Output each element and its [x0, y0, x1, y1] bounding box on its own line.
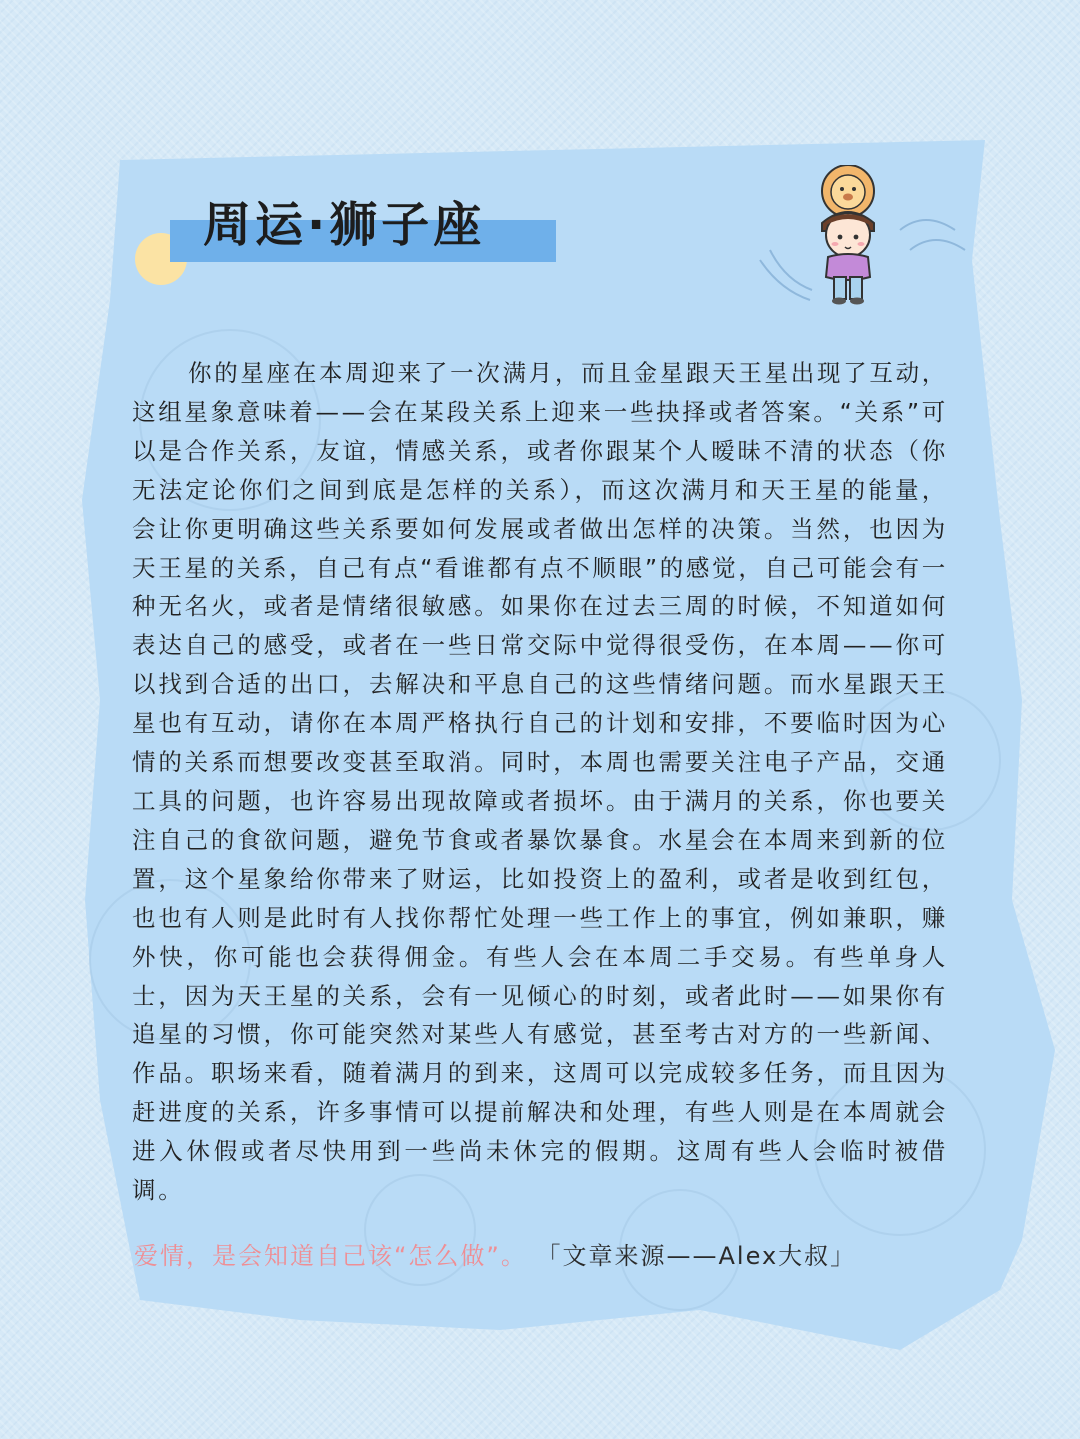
lion-boy-mascot-icon: [808, 165, 888, 307]
footer-line: [134, 1236, 954, 1271]
page-title: 周运·狮子座: [203, 197, 486, 253]
footer-source: 「文章来源——Alex大叔」: [536, 1242, 857, 1270]
footer-quote: 爱情，是会知道自己该“怎么做”。: [134, 1242, 527, 1270]
article-body: 你的星座在本周迎来了一次满月，而且金星跟天王星出现了互动，这组星象意味着——会在某段关系上迎来一些抉择或者答案。“关系”可以是合作关系，友谊，情感关系，或者你跟某个人暧昧不清的状态（你无法定论你们之间到底是怎样的关系），而这次满月和天王星的能量，会让你更明确这些关系要如何发展或者做出怎样的决策。当然，也因为天王星的关系，自己有点“看谁都有点不顺眼”的感觉，自己可能会有一种无名火，或者是情绪很敏感。如果你在过去三周的时候，不知道如何表达自己的感受，或者在一些日常交际中觉得很受伤，在本周——你可以找到合适的出口，去解决和平息自己的这些情绪问题。而水星跟天王星也有互动，请你在本周严格执行自己的计划和安排，不要临时因为心情的关系而想要改变甚至取消。同时，本周也需要关注电子产品，交通工具的问题，也许容易出现故障或者损坏。由于满月的关系，你也要关注自己的食欲问题，避免节食或者暴饮暴食。水星会在本周来到新的位置，这个星象给你带来了财运，比如投资上的盈利，或者是收到红包，也也有人则是此时有人找你帮忙处理一些工作上的事宜，例如兼职，赚外快，你可能也会获得佣金。有些人会在本周二手交易。有些单身人士，因为天王星的关系，会有一见倾心的时刻，或者此时——如果你有追星的习惯，你可能突然对某些人有感觉，甚至考古对方的一些新闻、作品。职场来看，随着满月的到来，这周可以完成较多任务，而且因为赶进度的关系，许多事情可以提前解决和处理，有些人则是在本周就会进入休假或者尽快用到一些尚未休完的假期。这周有些人会临时被借调。: [132, 359, 948, 1205]
